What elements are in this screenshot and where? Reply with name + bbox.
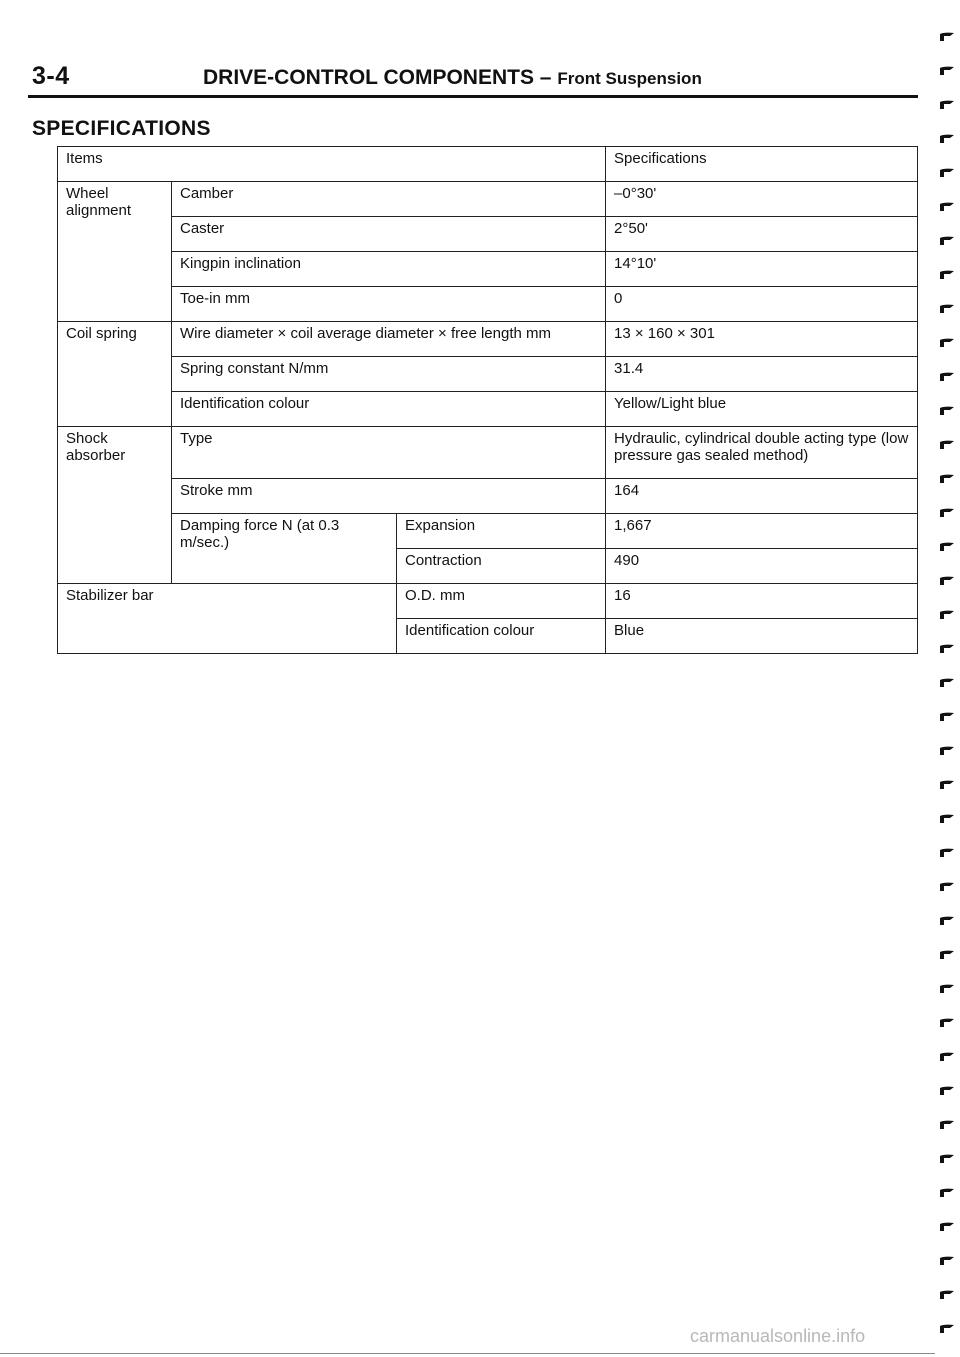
binding-tick-mark [938, 608, 956, 620]
binding-tick-mark [938, 676, 956, 688]
group-stabilizer-bar: Stabilizer bar [58, 584, 397, 654]
value-caster: 2°50' [606, 217, 918, 252]
binding-tick-mark [938, 1016, 956, 1028]
group-coil-spring: Coil spring [58, 322, 172, 427]
binding-tick-mark [938, 200, 956, 212]
value-toe-in: 0 [606, 287, 918, 322]
binding-tick-mark [938, 1288, 956, 1300]
value-od: 16 [606, 584, 918, 619]
binding-tick-mark [938, 30, 956, 42]
binding-tick-mark [938, 132, 956, 144]
table-row [58, 514, 918, 549]
binding-tick-mark [938, 778, 956, 790]
binding-tick-mark [938, 336, 956, 348]
section-title: SPECIFICATIONS [32, 117, 211, 140]
binding-tick-mark [938, 540, 956, 552]
value-contraction: 490 [606, 549, 918, 584]
value-spring-identification: Yellow/Light blue [606, 392, 918, 427]
item-stroke: Stroke mm [172, 479, 606, 514]
specifications-table [57, 146, 918, 654]
item-od: O.D. mm [397, 584, 606, 619]
binding-tick-mark [938, 268, 956, 280]
table-row [58, 392, 918, 427]
value-type: Hydraulic, cylindrical double acting type (low pressure gas sealed method) [606, 427, 918, 479]
value-spring-constant: 31.4 [606, 357, 918, 392]
binding-tick-mark [938, 948, 956, 960]
table-row [58, 217, 918, 252]
binding-tick-mark [938, 1254, 956, 1266]
table-row [58, 427, 918, 479]
binding-tick-mark [938, 812, 956, 824]
table-row [58, 182, 918, 217]
item-spring-constant: Spring constant N/mm [172, 357, 606, 392]
binding-tick-mark [938, 404, 956, 416]
binding-tick-mark [938, 472, 956, 484]
table-row [58, 252, 918, 287]
value-stroke: 164 [606, 479, 918, 514]
header-main-title: DRIVE-CONTROL COMPONENTS [203, 66, 534, 89]
binding-tick-mark [938, 1220, 956, 1232]
watermark: carmanualsonline.info [690, 1326, 866, 1346]
group-wheel-alignment: Wheel alignment [58, 182, 172, 322]
header-separator: – [533, 66, 558, 89]
header-rule [28, 95, 918, 98]
value-expansion: 1,667 [606, 514, 918, 549]
item-damping-force: Damping force N (at 0.3 m/sec.) [172, 514, 397, 584]
binding-tick-mark [938, 506, 956, 518]
table-row [58, 479, 918, 514]
binding-tick-mark [938, 302, 956, 314]
table-header-row [58, 147, 918, 182]
item-contraction: Contraction [397, 549, 606, 584]
binding-tick-mark [938, 438, 956, 450]
binding-tick-mark [938, 1050, 956, 1062]
page-header-title [203, 66, 702, 90]
item-kingpin: Kingpin inclination [172, 252, 606, 287]
group-shock-absorber: Shock absorber [58, 427, 172, 584]
binding-tick-mark [938, 642, 956, 654]
item-toe-in: Toe-in mm [172, 287, 606, 322]
binding-tick-mark [938, 64, 956, 76]
binding-tick-mark [938, 1152, 956, 1164]
value-wire-diameter: 13 × 160 × 301 [606, 322, 918, 357]
item-stabilizer-identification: Identification colour [397, 619, 606, 654]
value-stabilizer-identification: Blue [606, 619, 918, 654]
table-row [58, 584, 918, 619]
header-subtitle: Front Suspension [557, 69, 702, 88]
binding-tick-mark [938, 914, 956, 926]
binding-tick-mark [938, 1118, 956, 1130]
binding-tick-mark [938, 982, 956, 994]
binding-tick-mark [938, 880, 956, 892]
item-wire-diameter: Wire diameter × coil average diameter × free length mm [172, 322, 606, 357]
value-camber: –0°30' [606, 182, 918, 217]
binding-tick-mark [938, 710, 956, 722]
value-kingpin: 14°10' [606, 252, 918, 287]
binding-tick-mark [938, 744, 956, 756]
header-specifications: Specifications [606, 147, 918, 182]
table-row [58, 287, 918, 322]
item-expansion: Expansion [397, 514, 606, 549]
item-camber: Camber [172, 182, 606, 217]
binding-tick-mark [938, 370, 956, 382]
binding-tick-mark [938, 1186, 956, 1198]
table-row [58, 322, 918, 357]
item-caster: Caster [172, 217, 606, 252]
binding-tick-mark [938, 574, 956, 586]
header-items: Items [58, 147, 606, 182]
binding-tick-mark [938, 1084, 956, 1096]
table-row [58, 357, 918, 392]
item-spring-identification: Identification colour [172, 392, 606, 427]
binding-tick-mark [938, 1322, 956, 1334]
item-type: Type [172, 427, 606, 479]
page-number: 3-4 [32, 62, 70, 90]
bottom-rule [0, 1353, 935, 1354]
binding-tick-mark [938, 846, 956, 858]
binding-tick-mark [938, 166, 956, 178]
binding-tick-mark [938, 234, 956, 246]
binding-tick-mark [938, 98, 956, 110]
